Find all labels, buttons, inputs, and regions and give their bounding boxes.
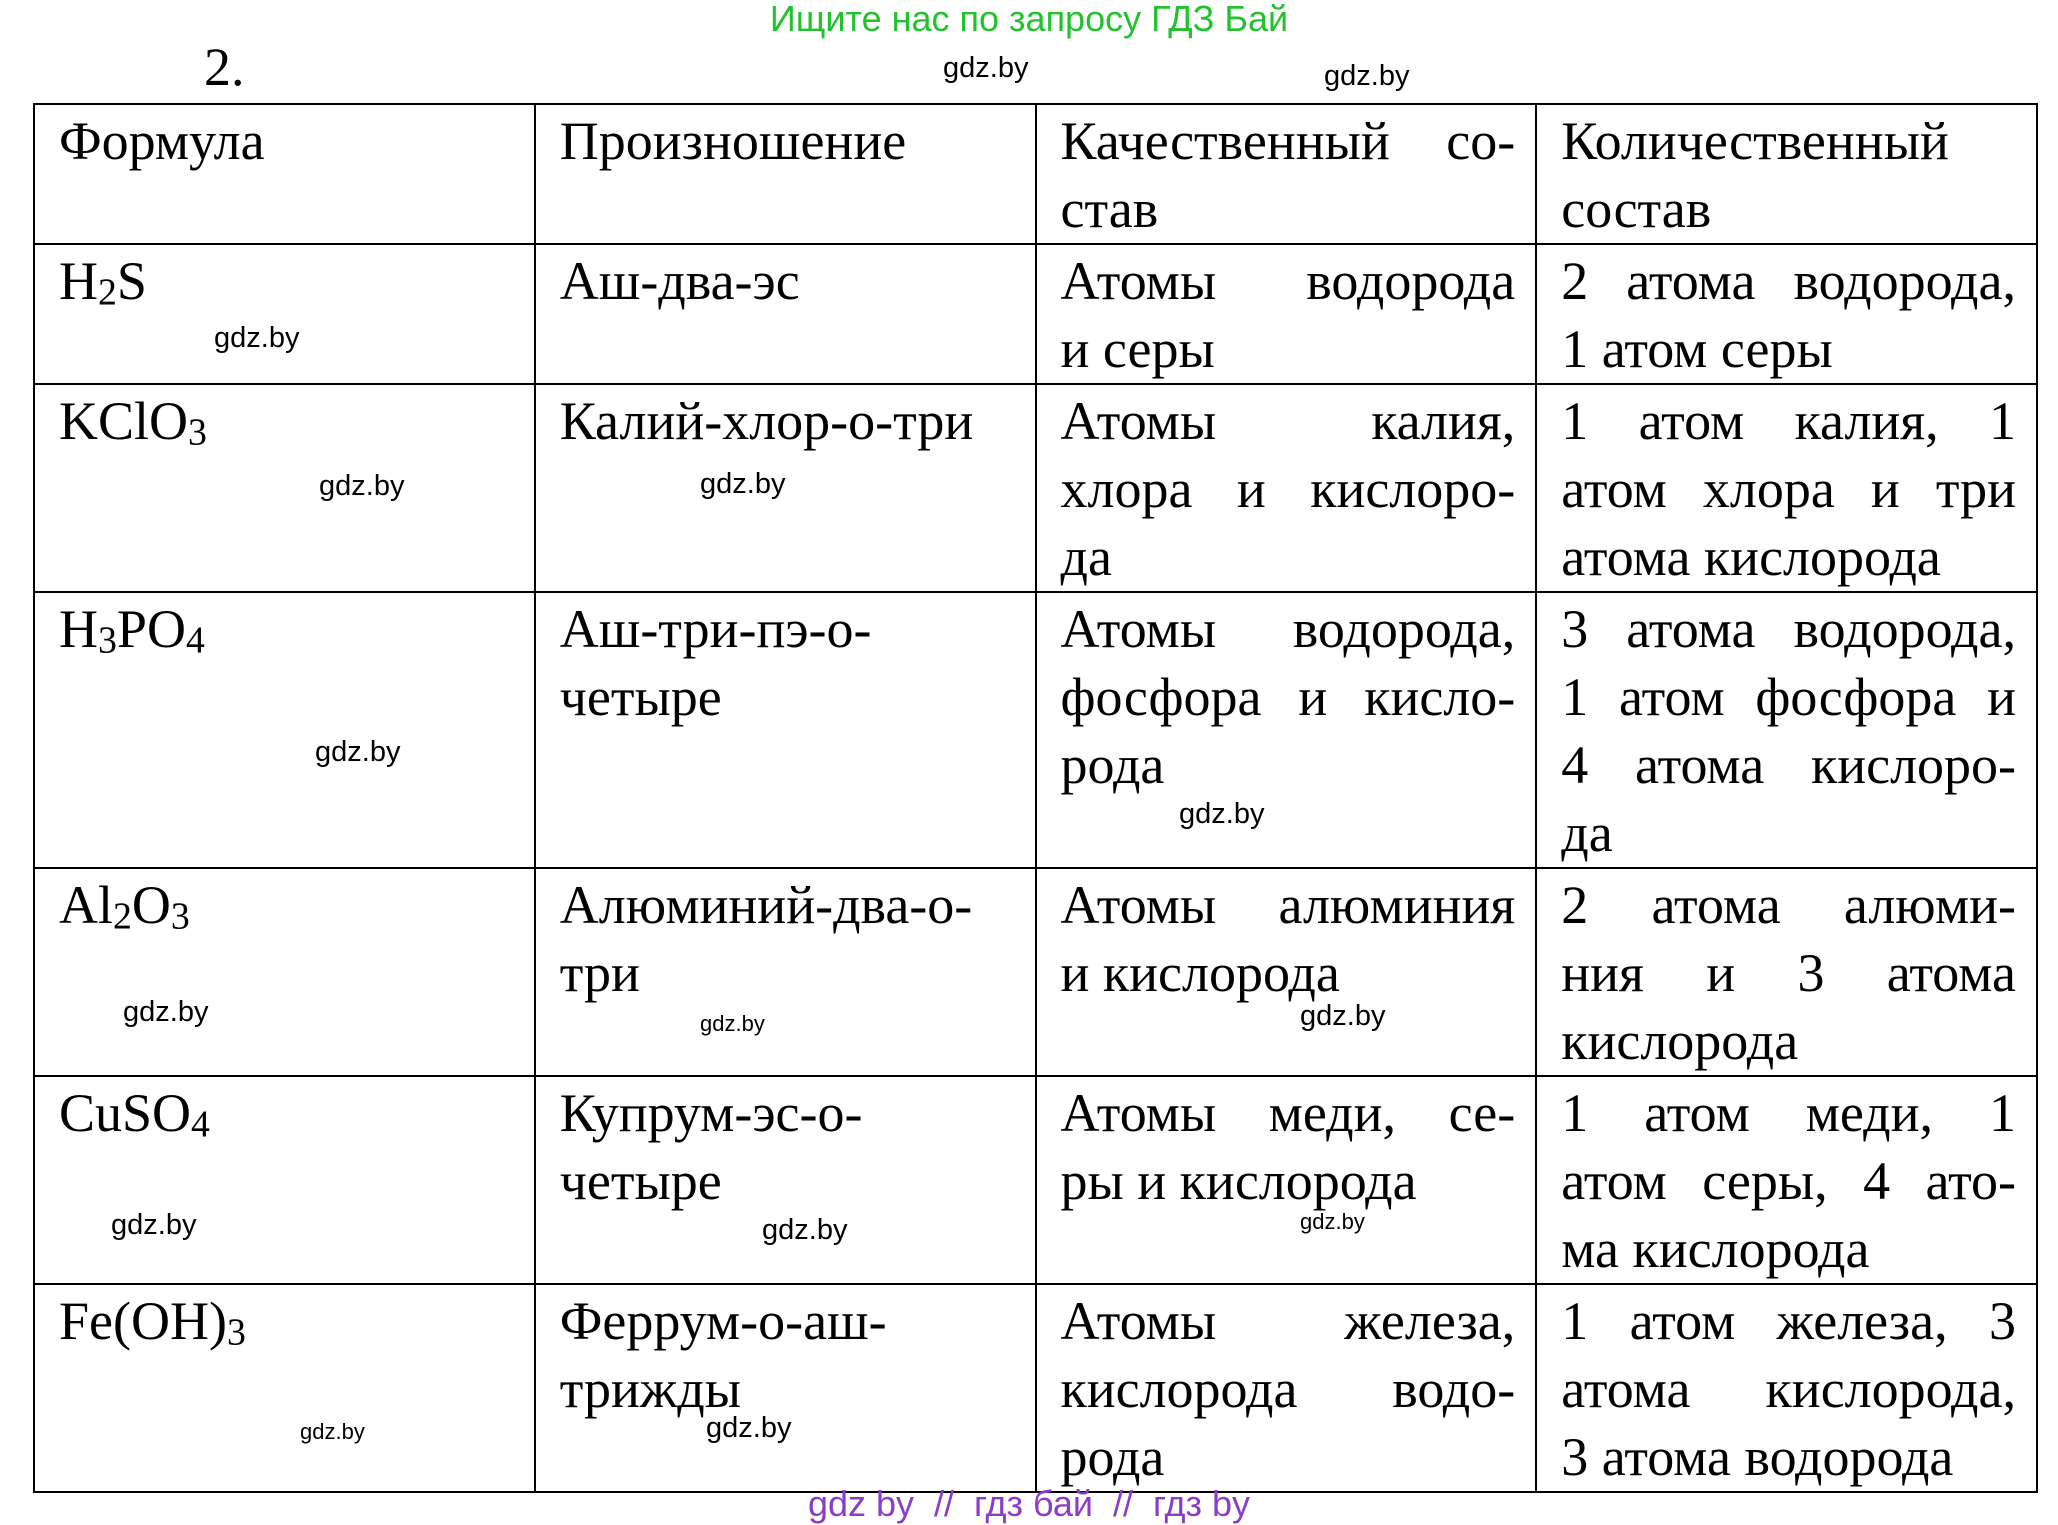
header-quantitative	[1536, 104, 2037, 244]
cell-line: 1 атом железа, 3	[1561, 1291, 2016, 1351]
cell-line: 1 атом меди, 1	[1561, 1083, 2016, 1143]
formula	[59, 1079, 512, 1147]
cell-line: ры и кислорода	[1060, 1151, 1417, 1211]
cell-line: Аш-два-эс	[559, 251, 800, 311]
cell-line: 1 атом калия, 1	[1561, 391, 2016, 451]
cell-line: и кислорода	[1060, 943, 1340, 1003]
cell-line: 4 атома кислоро-	[1561, 735, 2016, 795]
cell-line: став	[1060, 179, 1159, 239]
formula-part: H	[59, 251, 98, 311]
table-row	[34, 868, 2037, 1076]
formula-cell	[34, 868, 535, 1076]
cell-line: да	[1561, 803, 1613, 863]
formula	[59, 247, 512, 315]
watermark: gdz.by	[700, 468, 786, 500]
pronunciation-cell	[535, 592, 1036, 868]
formula-cell	[34, 244, 535, 384]
quantitative-cell	[1536, 1076, 2037, 1284]
pronunciation-cell	[535, 1076, 1036, 1284]
cell-line: 2 атома водорода,	[1561, 251, 2016, 311]
formula-subscript: 3	[226, 1311, 246, 1354]
qualitative-cell	[1036, 868, 1537, 1076]
chemistry-table	[33, 103, 2038, 1493]
cell-line: кислорода водо-	[1060, 1359, 1516, 1419]
formula-cell	[34, 384, 535, 592]
cell-line: рода	[1060, 1427, 1165, 1487]
watermark: gdz.by	[706, 1412, 792, 1444]
formula	[59, 387, 512, 455]
cell-line: Алюминий-два-о-	[559, 875, 973, 935]
cell-line: четыре	[559, 1151, 722, 1211]
formula-subscript: 2	[113, 895, 132, 938]
qualitative-cell	[1036, 1284, 1537, 1492]
cell-line: Атомы железа,	[1060, 1291, 1516, 1351]
cell-line: кислорода	[1561, 1011, 1799, 1071]
formula-subscript: 3	[170, 895, 190, 938]
quantitative-cell	[1536, 384, 2037, 592]
formula-subscript: 4	[185, 619, 205, 662]
qualitative-cell	[1036, 1076, 1537, 1284]
cell-line: состав	[1561, 179, 1712, 239]
cell-line: три	[559, 943, 640, 1003]
cell-line: Феррум-о-аш-	[559, 1291, 887, 1351]
table-row	[34, 592, 2037, 868]
formula-cell	[34, 592, 535, 868]
cell-line: 3 атома водорода,	[1561, 599, 2016, 659]
search-banner: Ищите нас по запросу ГДЗ Бай	[769, 0, 1289, 39]
watermark: gdz.by	[111, 1209, 197, 1241]
cell-line: и серы	[1060, 319, 1215, 379]
watermark: gdz.by	[943, 52, 1029, 84]
cell-line: Качественный со-	[1060, 111, 1516, 171]
formula-part: CuSO	[59, 1083, 192, 1143]
watermark: gdz.by	[315, 736, 401, 768]
formula-part: PO	[116, 599, 186, 659]
formula-cell	[34, 1076, 535, 1284]
formula-cell	[34, 1284, 535, 1492]
formula-subscript: 4	[191, 1103, 210, 1146]
cell-line: ния и 3 атома	[1561, 943, 2016, 1003]
watermark: gdz.by	[1300, 1209, 1365, 1234]
pronunciation-cell	[535, 868, 1036, 1076]
cell-line: Атомы меди, се-	[1060, 1083, 1516, 1143]
watermark: gdz.by	[700, 1011, 765, 1036]
watermark: gdz.by	[1300, 1000, 1386, 1032]
cell-line: ма кислорода	[1561, 1219, 1870, 1279]
cell-line: Атомы водорода	[1060, 251, 1516, 311]
watermark: gdz.by	[1324, 60, 1410, 92]
cell-line: фосфора и кисло-	[1060, 667, 1516, 727]
formula-part: Fe(OH)	[59, 1291, 227, 1351]
footer-links: gdz by // гдз бай // гдз by	[807, 1483, 1251, 1524]
formula-part: S	[116, 251, 147, 311]
formula-subscript: 3	[188, 411, 207, 454]
cell-line: хлора и кислоро-	[1060, 459, 1516, 519]
formula-part: Al	[59, 875, 113, 935]
cell-line: 1 атом фосфора и	[1561, 667, 2016, 727]
watermark: gdz.by	[762, 1214, 848, 1246]
cell-line: рода	[1060, 735, 1165, 795]
cell-line: Атомы алюминия	[1060, 875, 1516, 935]
quantitative-cell	[1536, 868, 2037, 1076]
quantitative-cell	[1536, 592, 2037, 868]
cell-line: атома кислорода	[1561, 527, 1941, 587]
formula-part: H	[59, 599, 98, 659]
formula	[59, 595, 512, 663]
cell-line: атома кислорода,	[1561, 1359, 2016, 1419]
cell-line: атом хлора и три	[1561, 459, 2016, 519]
header-qualitative	[1036, 104, 1537, 244]
cell-line: да	[1060, 527, 1112, 587]
cell-line: атом серы, 4 ато-	[1561, 1151, 2016, 1211]
cell-line: 2 атома алюми-	[1561, 875, 2016, 935]
formula	[59, 871, 512, 939]
cell-line: Атомы водорода,	[1060, 599, 1516, 659]
watermark: gdz.by	[300, 1419, 365, 1444]
table-row	[34, 244, 2037, 384]
cell-line: Произношение	[559, 111, 907, 171]
quantitative-cell	[1536, 1284, 2037, 1492]
cell-line: 1 атом серы	[1561, 319, 1833, 379]
task-number: 2.	[204, 37, 245, 97]
pronunciation-cell	[535, 1284, 1036, 1492]
qualitative-cell	[1036, 244, 1537, 384]
cell-line: Формула	[59, 111, 265, 171]
pronunciation-cell	[535, 244, 1036, 384]
watermark: gdz.by	[123, 996, 209, 1028]
qualitative-cell	[1036, 592, 1537, 868]
cell-line: Купрум-эс-о-	[559, 1083, 863, 1143]
cell-line: 3 атома водорода	[1561, 1427, 1954, 1487]
cell-line: Количественный	[1561, 111, 1949, 171]
formula-subscript: 3	[98, 619, 117, 662]
watermark: gdz.by	[214, 322, 300, 354]
formula-subscript: 2	[98, 271, 117, 314]
cell-line: Калий-хлор-о-три	[559, 391, 974, 451]
header-formula	[34, 104, 535, 244]
quantitative-cell	[1536, 244, 2037, 384]
cell-line: Атомы калия,	[1060, 391, 1516, 451]
cell-line: трижды	[559, 1359, 741, 1419]
cell-line: Аш-три-пэ-о-	[559, 599, 872, 659]
watermark: gdz.by	[319, 470, 405, 502]
qualitative-cell	[1036, 384, 1537, 592]
header-pronunciation	[535, 104, 1036, 244]
formula	[59, 1287, 512, 1355]
formula-part: KClO	[59, 391, 189, 451]
table-row	[34, 1076, 2037, 1284]
header-row	[34, 104, 2037, 244]
cell-line: четыре	[559, 667, 722, 727]
formula-part: O	[131, 875, 171, 935]
watermark: gdz.by	[1179, 798, 1265, 830]
table-row	[34, 1284, 2037, 1492]
